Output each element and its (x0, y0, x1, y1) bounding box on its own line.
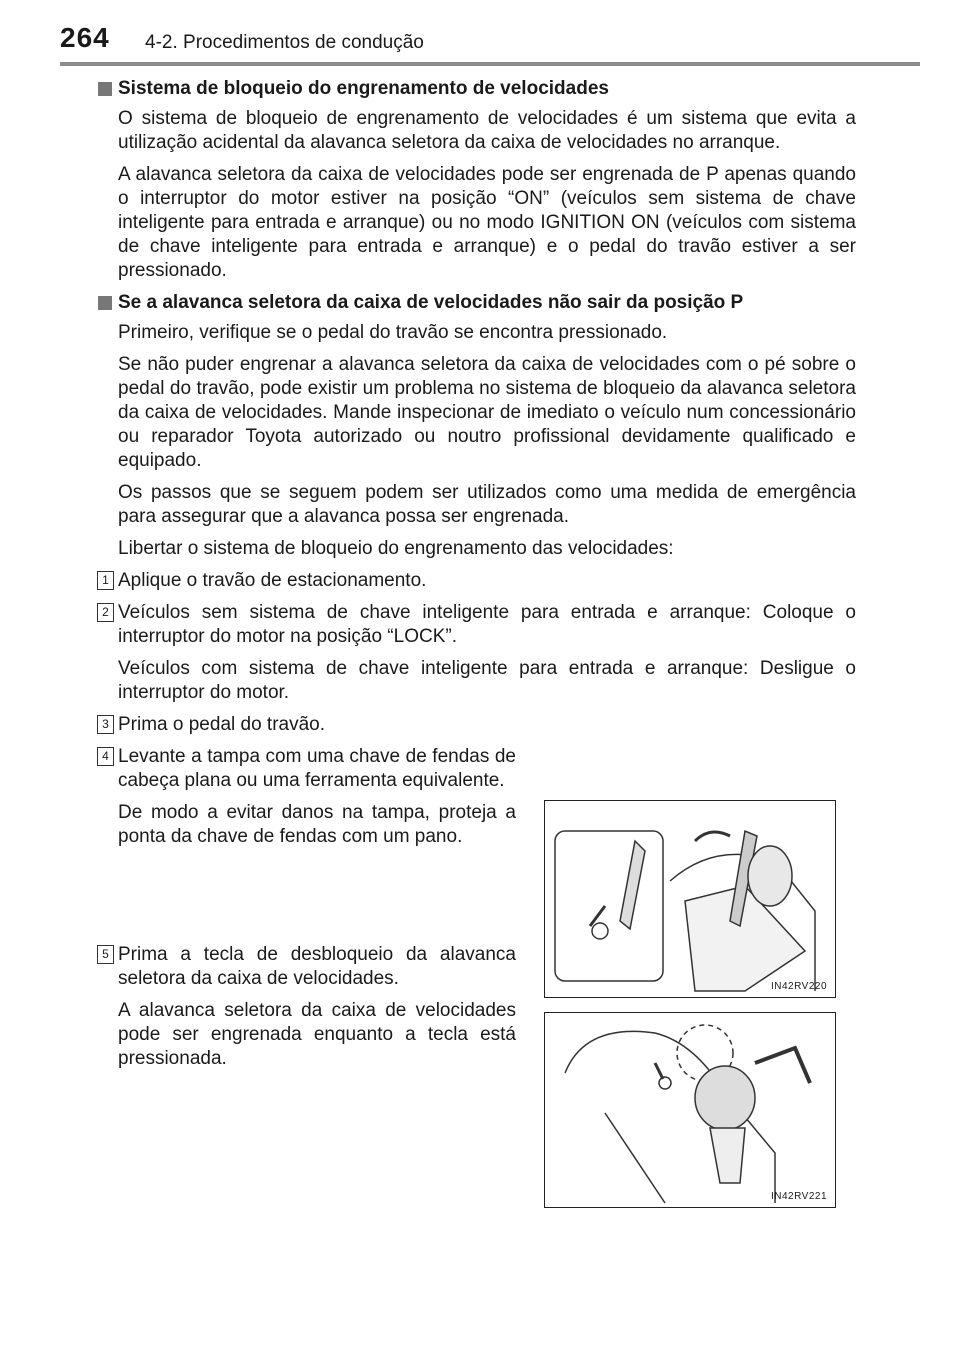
paragraph: Se não puder engrenar a alavanca seletora da caixa de velocidades com o pé sobre o pedal do travão, pode existir um problema no sistema de bloqueio da alavanca seletora da caixa de velocidades. Mande inspecionar de imediato o veículo num concessionário ou reparador Toyota autorizado ou noutro profissional devidamente qualificado e equipado. (118, 354, 856, 471)
step-text: Prima o pedal do travão. (118, 714, 326, 735)
chapter-title: 4-2. Procedimentos de condução (145, 32, 424, 53)
step-number: 1 (97, 571, 114, 590)
step-1 (102, 569, 856, 593)
step-text: Prima a tecla de desbloqueio da alavanca seletora da caixa de velocidades. (118, 944, 516, 989)
square-bullet-icon (98, 296, 112, 310)
header-rule (60, 62, 920, 66)
figure-screwdriver-cover (544, 800, 836, 998)
figure-release-button (544, 1012, 836, 1208)
step-number: 5 (97, 945, 114, 964)
section-heading (96, 77, 856, 101)
step-text: Veículos sem sistema de chave inteligente para entrada e arranque: Coloque o interruptor do motor na posição “LOCK”. (118, 602, 856, 647)
page-number: 264 (60, 22, 110, 53)
paragraph: A alavanca seletora da caixa de velocidades pode ser engrenada de P apenas quando o interruptor do motor estiver na posição “ON” (veículos sem sistema de chave inteligente para entrada e arranque) ou no modo IGNITION ON (veículos com sistema de chave inteligente para entrada e arranque) e o pedal do travão estiver a ser pressionado. (118, 164, 856, 281)
step-text: De modo a evitar danos na tampa, proteja a ponta da chave de fendas com um pano. (118, 802, 516, 847)
step-2 (102, 601, 856, 705)
section-title: Sistema de bloqueio do engrenamento de velocidades (118, 78, 609, 99)
paragraph: Os passos que se seguem podem ser utilizados como uma medida de emergência para assegurar que a alavanca possa ser engrenada. (118, 482, 856, 527)
figure-label: IN42RV221 (771, 1191, 828, 1202)
step-text: A alavanca seletora da caixa de velocidades pode ser engrenada enquanto a tecla está pressionada. (118, 1000, 516, 1069)
step-number: 4 (97, 747, 114, 766)
paragraph: O sistema de bloqueio de engrenamento de velocidades é um sistema que evita a utilização acidental da alavanca seletora da caixa de velocidades no arranque. (118, 108, 856, 153)
step-text: Levante a tampa com uma chave de fendas de cabeça plana ou uma ferramenta equivalente. (118, 746, 516, 791)
square-bullet-icon (98, 82, 112, 96)
page-header (60, 14, 920, 58)
shift-lever-illustration (545, 1013, 835, 1207)
paragraph: Primeiro, verifique se o pedal do travão se encontra pressionado. (118, 322, 668, 343)
shift-lever-illustration (545, 801, 835, 997)
step-text: Veículos com sistema de chave inteligente para entrada e arranque: Desligue o interruptor do motor. (118, 658, 856, 703)
step-3 (102, 713, 856, 737)
step-number: 2 (97, 603, 114, 622)
step-text: Aplique o travão de estacionamento. (118, 570, 427, 591)
section-heading (96, 291, 856, 315)
figure-label: IN42RV220 (771, 981, 828, 992)
step-number: 3 (97, 715, 114, 734)
section-title: Se a alavanca seletora da caixa de velocidades não sair da posição P (118, 292, 744, 313)
paragraph: Libertar o sistema de bloqueio do engrenamento das velocidades: (118, 538, 674, 559)
